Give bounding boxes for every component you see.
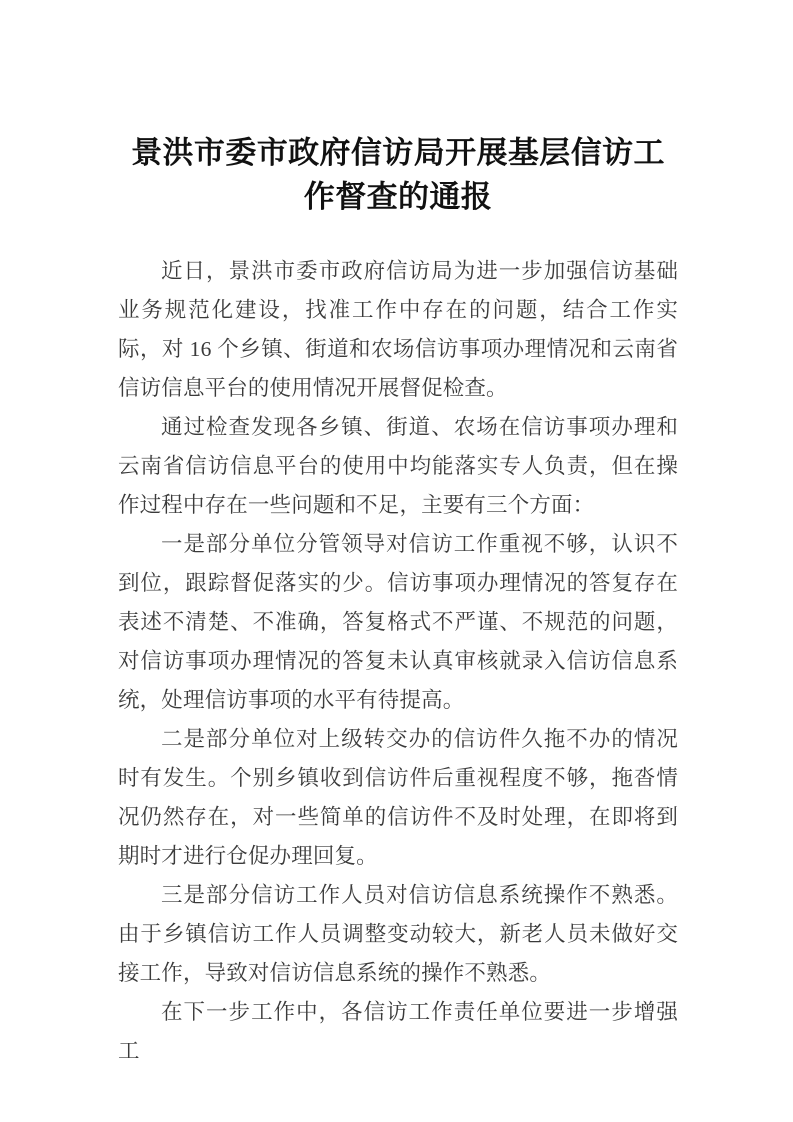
page-title [118,0,678,219]
paragraph-issue-two: 二是部分单位对上级转交办的信访件久拖不办的情况时有发生。个别乡镇收到信访件后重视程度不够，拖沓情况仍然存在，对一些简单的信访件不及时处理，在即将到期时才进行仓促办理回复。 [118,727,678,868]
paragraph-issue-one: 一是部分单位分管领导对信访工作重视不够，认识不到位，跟踪督促落实的少。信访事项办理情况的答复存在表述不清楚、不准确，答复格式不严谨、不规范的问题，对信访事项办理情况的答复未认真审核就录入信访信息系统，处理信访事项的水平有待提高。 [118,532,678,712]
paragraph-issue-three: 三是部分信访工作人员对信访信息系统操作不熟悉。由于乡镇信访工作人员调整变动较大，新老人员未做好交接工作，导致对信访信息系统的操作不熟悉。 [118,883,678,985]
paragraph-intro: 近日，景洪市委市政府信访局为进一步加强信访基础业务规范化建设，找准工作中存在的问题，结合工作实际，对 16 个乡镇、街道和农场信访事项办理情况和云南省信访信息平台的使用情况开展督促检查。 [118,259,678,400]
paragraph-findings-summary: 通过检查发现各乡镇、街道、农场在信访事项办理和云南省信访信息平台的使用中均能落实专人负责，但在操作过程中存在一些问题和不足，主要有三个方面： [118,415,678,517]
paragraph-next-steps: 在下一步工作中，各信访工作责任单位要进一步增强工 [118,1000,678,1063]
page-title-line-2: 作督查的通报 [303,179,493,214]
document-paragraphs [118,219,678,1071]
page-title-line-1: 景洪市委市政府信访局开展基层信访工 [131,135,665,170]
document-body [118,0,678,1071]
